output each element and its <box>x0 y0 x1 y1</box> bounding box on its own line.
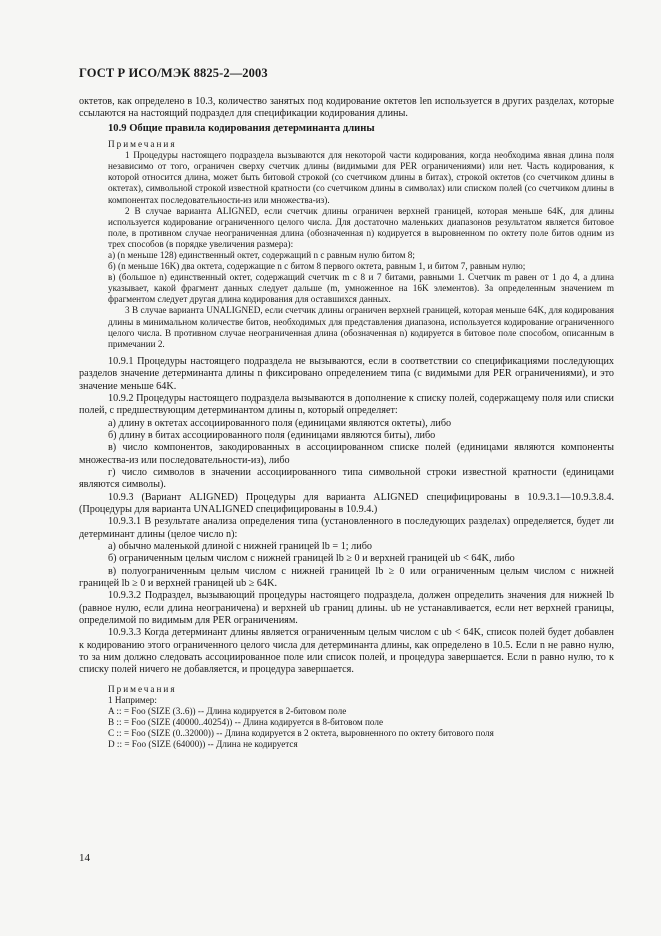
code-line: A :: = Foo (SIZE (3..6)) -- Длина кодируется в 2-битовом поле <box>108 705 347 716</box>
list-item: б) ограниченным целым числом с нижней границей lb ≥ 0 и верхней границей ub < 64K, либо <box>108 553 515 565</box>
list-item: в) число компонентов, закодированных в ассоциированном списке полей (единицами являются компоненты множества-из или последовательности-из), либо <box>79 442 614 466</box>
list-item: б) длину в битах ассоциированного поля (единицами являются биты), либо <box>108 429 436 441</box>
note-2-item-a: а) (n меньше 128) единственный октет, содержащий n с равным нулю битом 8; <box>108 249 415 260</box>
clause-10-9-3-1: 10.9.3.1 В результате анализа определения типа (установленного в последующих разделах) определяется, будет ли детерминант длины (целое число n): <box>79 516 614 540</box>
notes-title: Примечания <box>108 683 177 694</box>
page-number: 14 <box>79 852 90 864</box>
note-2-item-b: б) (n меньше 16K) два октета, содержащие n с битом 8 первого октета, равным 1, и битом 7, равным нулю; <box>108 261 526 272</box>
list-item: а) длину в октетах ассоциированного поля (единицами являются октеты), либо <box>108 417 452 429</box>
notes-block-1 <box>108 139 614 350</box>
intro-paragraph: октетов, как определено в 10.3, количество занятых под кодирование октетов len используется в других разделах, которые ссылаются на настоящий подраздел для спецификации кодирования длины. <box>79 96 614 120</box>
clause-10-9-3-2: 10.9.3.2 Подраздел, вызывающий процедуры настоящего подраздела, должен определить значения для нижней lb (равное нулю, если длина неограничена) и верхней ub границ длины. ub не устанавливается, если нет верхней границы, определимой по видимым для PER ограничениям. <box>79 590 614 627</box>
section-title: 10.9 Общие правила кодирования детерминанта длины <box>108 122 375 134</box>
list-item: г) число символов в значении ассоциированного типа символьной строки известной кратности (единицами являются символы). <box>79 466 614 491</box>
note-3: 3 В случае варианта UNALIGNED, если счетчик длины ограничен верхней границей, которая меньше 64K, для кодирования длины в минимальном количестве битов, необходимых для представления диапазона, используется кодирование ограниченного целого числа. В противном случае неограниченная длина (обозначенная n) кодируется в битовое поле способом, описанным в примечании 2. <box>108 305 614 349</box>
clause-10-9-3-3: 10.9.3.3 Когда детерминант длины является ограниченным целым числом с ub < 64K, список полей будет добавлен к кодированию этого ограниченного целого числа для детерминанта длины, как определено в 10.5. Если n не равно нулю, то за ним должно следовать ассоциированное поле или список полей, и процедура завершается. Если n равно нулю, то к списку полей ничего не добавляется, и процедура завершается. <box>79 627 614 676</box>
notes-title: Примечания <box>108 139 177 150</box>
code-line: C :: = Foo (SIZE (0..32000)) -- Длина кодируется в 2 октета, выровненного по октету битового поля <box>108 728 494 739</box>
note-2: 2 В случае варианта ALIGNED, если счетчик длины ограничен верхней границей, которая меньше 64K, для длины используется кодирование ограниченного целого числа. Для достаточно маленьких диапазонов результатом является битовое поле, в противном случае неограниченная длина (обозначенная n) кодируется в выровненном по октету поле битов одним из трех способов (в порядке увеличения размера): <box>108 205 614 249</box>
note-2-item-c: в) (большое n) единственный октет, содержащий счетчик m с 8 и 7 битами, равными 1. Счетчик m равен от 1 до 4, а длина указывает, какой фрагмент данных следует дальше (m, умноженное на 16K элементов). За определенным значением m фрагментом следует другая длина кодирования для оставшихся данных. <box>108 272 614 305</box>
clause-10-9-2: 10.9.2 Процедуры настоящего подраздела вызываются в дополнение к списку полей, содержащему поля или списки полей, с предшествующим детерминантом длины n, который определяет: <box>79 392 614 417</box>
clause-10-9-3: 10.9.3 (Вариант ALIGNED) Процедуры для варианта ALIGNED специфицированы в 10.9.3.1—10.9.3.8.4. (Процедуры для варианта UNALIGNED специфицированы в 10.9.4.) <box>79 491 614 515</box>
note-1: 1 Например: <box>108 694 157 705</box>
page-content <box>79 96 614 750</box>
clause-10-9-1: 10.9.1 Процедуры настоящего подраздела не вызываются, если в соответствии со спецификациями последующих разделов значение детерминанта длины n фиксировано определением типа (с видимыми для PER ограничениями), и это значение меньше 64K. <box>79 355 614 392</box>
document-header: ГОСТ Р ИСО/МЭК 8825-2—2003 <box>79 66 268 80</box>
notes-block-2 <box>108 684 614 751</box>
list-item: а) обычно маленькой длиной с нижней границей lb = 1; либо <box>108 540 372 552</box>
code-line: B :: = Foo (SIZE (40000..40254)) -- Длина кодируется в 8-битовом поле <box>108 717 384 728</box>
note-1: 1 Процедуры настоящего подраздела вызываются для некоторой части кодирования, когда необходима явная длина поля независимо от того, ограничен сверху счетчик длины (видимыми для PER ограничениями) или нет. Часть кодирования, к которой относится длина, может быть битовой строкой (со счетчиком длины в битах), строкой октетов (со счетчиком длины в октетах), символьной строкой известной кратности (со счетчиком длины в символах) или списком полей (со счетчиком длины в компонентах последовательности-из или множества-из). <box>108 150 614 205</box>
code-line: D :: = Foo (SIZE (64000)) -- Длина не кодируется <box>108 739 298 750</box>
list-item: в) полуограниченным целым числом с нижней границей lb ≥ 0 или ограниченным целым числом с нижней границей lb ≥ 0 и верхней границей ub ≥ 64K. <box>79 565 614 589</box>
